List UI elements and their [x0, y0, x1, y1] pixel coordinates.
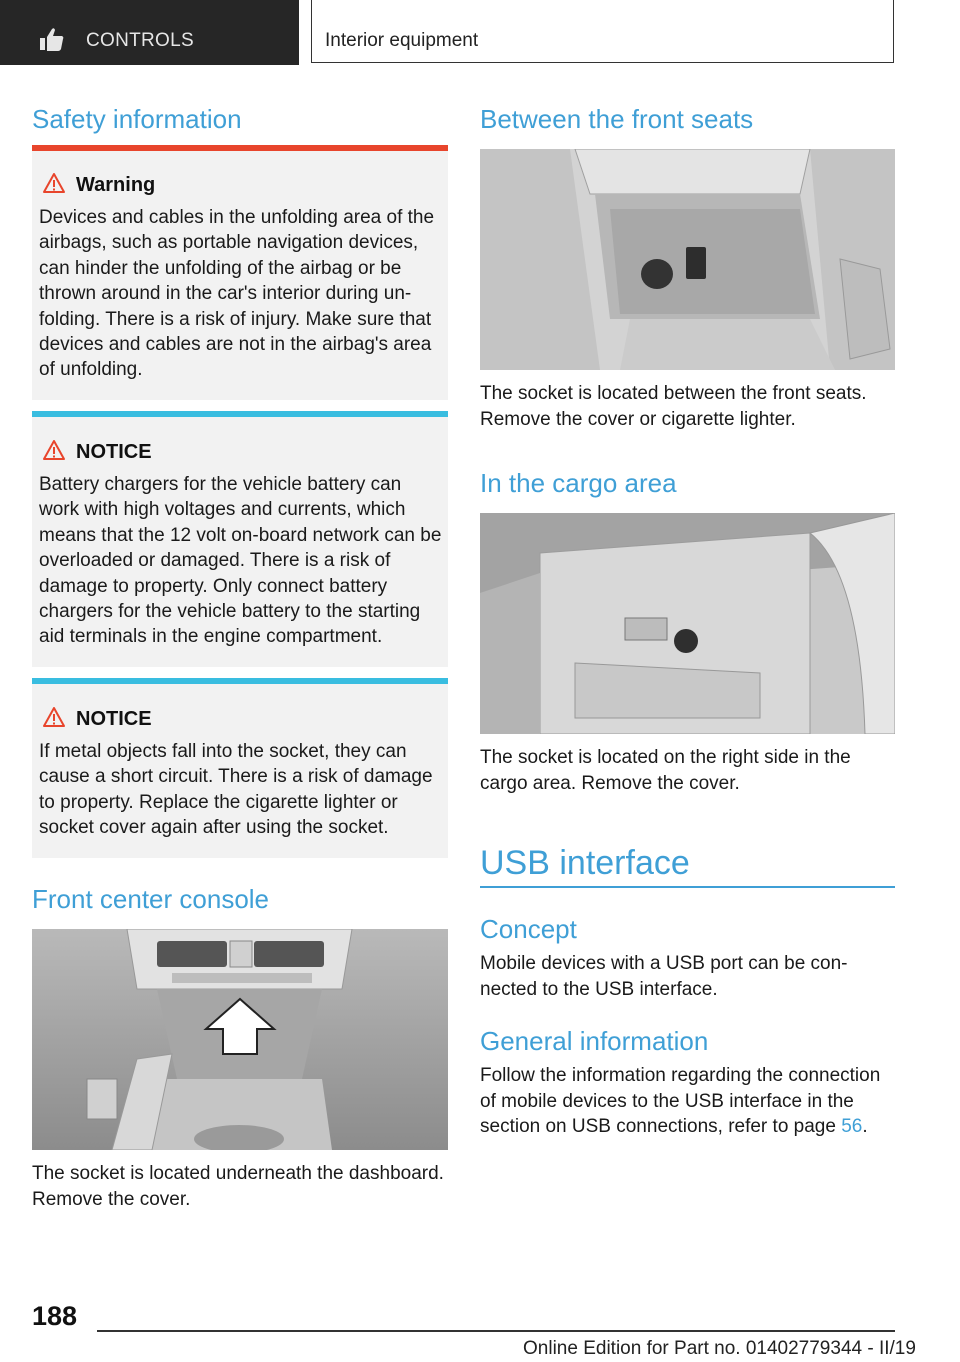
- notice-triangle-icon: [42, 706, 66, 728]
- usb-interface-heading: USB interface: [480, 844, 690, 882]
- page-ref-link[interactable]: 56: [841, 1116, 863, 1138]
- notice-text: Battery chargers for the vehicle battery can work with high voltages and currents, which means that the 12 volt on-board network can be overloaded or damaged. There is a risk of damage to property. Only connect battery chargers for the vehicle battery to the starting aid terminals in the engine compartment.: [39, 474, 442, 648]
- notice-box-metal: [32, 678, 448, 858]
- notice-bar: [32, 411, 448, 417]
- front-console-heading: Front center console: [32, 884, 270, 914]
- page-number: 188: [32, 1301, 78, 1331]
- between-seats-text: The socket is located between the front seats. Remove the cover or cigarette lighter.: [480, 383, 867, 430]
- safety-heading: Safety information: [32, 104, 242, 134]
- between-seats-heading: Between the front seats: [480, 104, 754, 134]
- notice-text: If metal objects fall into the socket, they can cause a short circuit. There is a risk of damage to property. Replace the cigarette lighter or socket cover again after using the socket.: [39, 741, 433, 839]
- cargo-text: The socket is located on the right side in the cargo area. Remove the cover.: [480, 747, 851, 794]
- front-console-text: The socket is located underneath the dashboard. Remove the cover.: [32, 1163, 444, 1210]
- notice-box-charger: [32, 411, 448, 667]
- cargo-area-illustration: [480, 513, 895, 734]
- general-info-end: .: [862, 1116, 868, 1138]
- usb-heading-rule: [480, 886, 895, 888]
- header-section-tab: [0, 0, 299, 65]
- header-chapter: [311, 0, 894, 63]
- notice-title: NOTICE: [76, 708, 152, 730]
- concept-heading: Concept: [480, 914, 577, 944]
- general-info-body: Follow the information regarding the connection of mobile devices to the USB interface in the section on USB connections, refer to page: [480, 1065, 881, 1138]
- front-console-illustration: [32, 929, 448, 1150]
- warning-box: [32, 145, 448, 400]
- cargo-heading: In the cargo area: [480, 468, 677, 498]
- front-console-photo: [32, 929, 448, 1150]
- general-info-text: [480, 1063, 895, 1140]
- cargo-area-photo: [480, 513, 895, 734]
- footer-rule: [97, 1330, 895, 1332]
- notice-triangle-icon: [42, 439, 66, 461]
- between-seats-illustration: [480, 149, 895, 370]
- section-title: CONTROLS: [86, 30, 194, 51]
- chapter-title: Interior equipment: [325, 30, 479, 51]
- concept-text: Mobile devices with a USB port can be con-nected to the USB interface.: [480, 953, 848, 1000]
- warning-triangle-icon: [42, 172, 66, 194]
- general-info-heading: General information: [480, 1026, 709, 1056]
- hand-pointer-icon: [36, 26, 66, 52]
- notice-title: NOTICE: [76, 441, 152, 463]
- notice-bar: [32, 678, 448, 684]
- between-seats-photo: [480, 149, 895, 370]
- edition-text: Online Edition for Part no. 01402779344 - II/19: [523, 1338, 916, 1359]
- warning-bar: [32, 145, 448, 151]
- warning-text: Devices and cables in the unfolding area of the airbags, such as portable navigation devices, can hinder the unfolding of the airbag or be thrown around in the car's interior during un-folding. There is a risk of injury. Make sure that devices and cables are not in the airbag's area of unfolding.: [39, 207, 435, 381]
- warning-title: Warning: [76, 174, 156, 196]
